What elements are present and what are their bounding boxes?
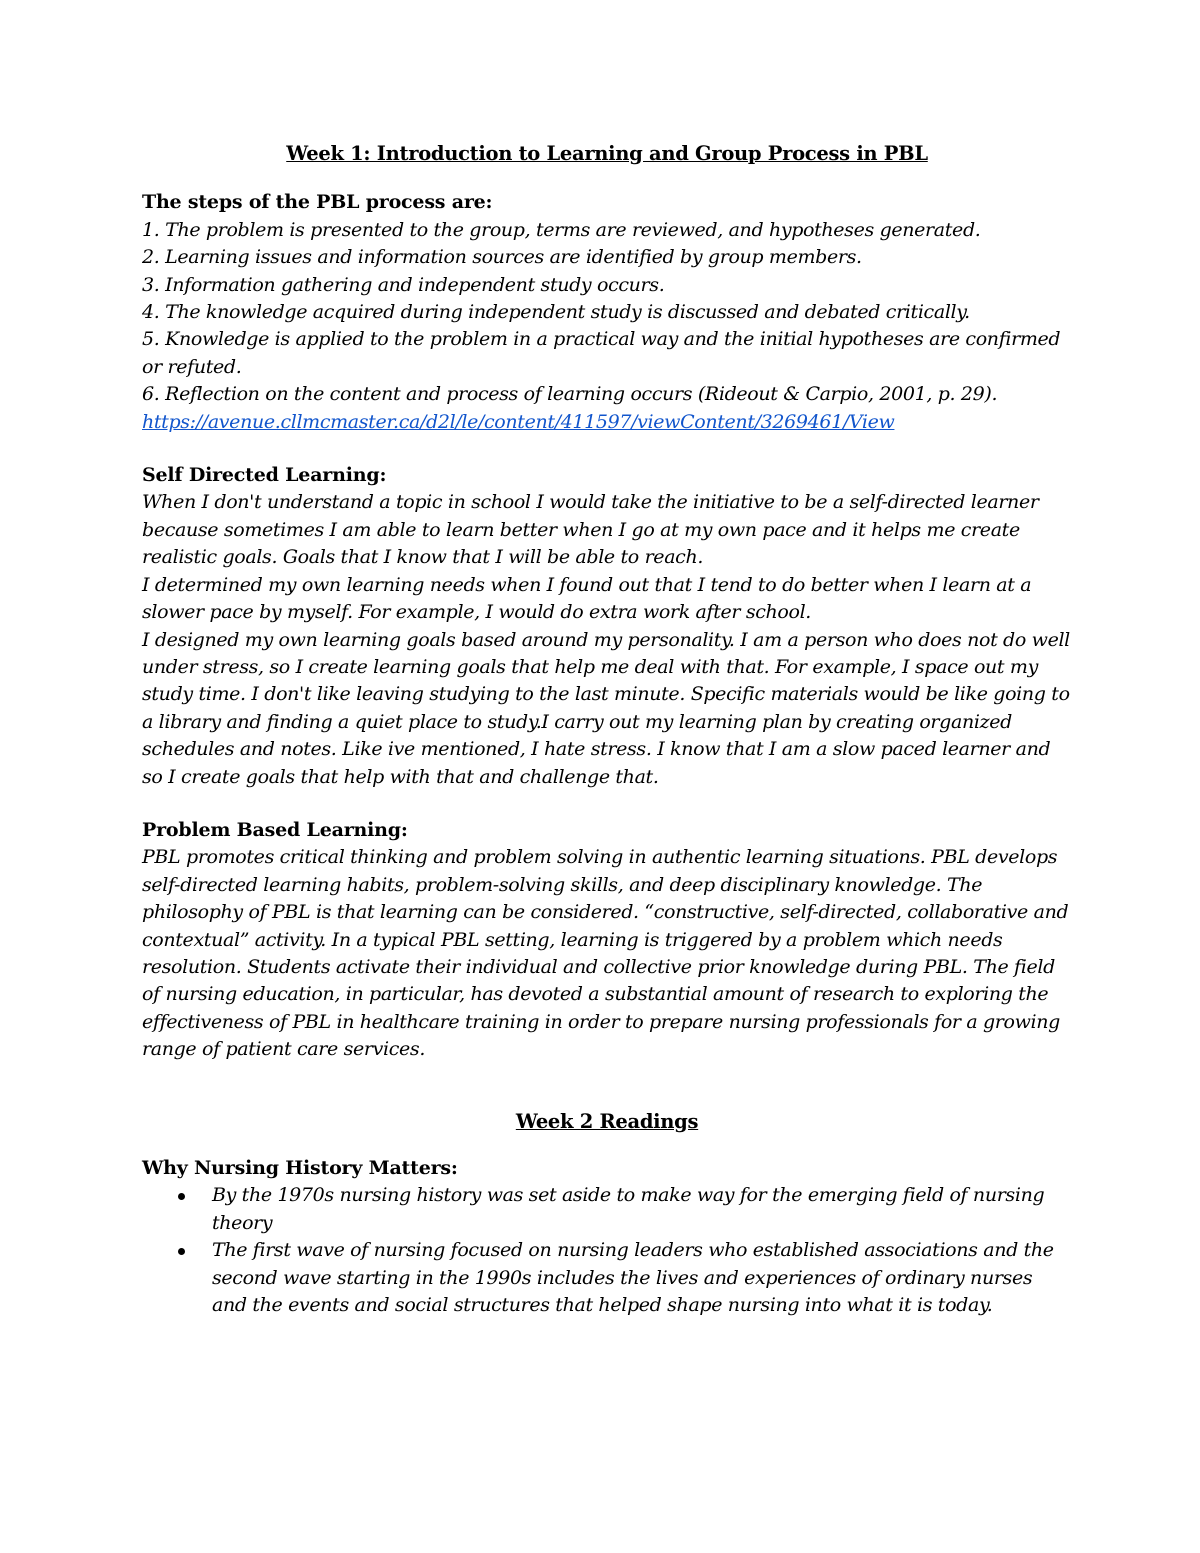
- spacer: [142, 791, 1072, 817]
- history-bullet-list: [142, 1182, 1072, 1319]
- spacer: [142, 436, 1072, 462]
- week2-title: Week 2 Readings: [515, 1109, 699, 1133]
- sdl-paragraph-2: I determined my own learning needs when I found out that I tend to do better when I learn at a slower pace by myself. For example, I would do extra work after school.: [142, 573, 1032, 624]
- steps-heading: The steps of the PBL process are:: [142, 191, 493, 214]
- sdl-paragraph-1: When I don't understand a topic in school I would take the initiative to be a self-directed learner because sometimes I am able to learn better when I go at my own pace and it helps me create realistic goals. Goals that I know that I will be able to reach.: [142, 491, 1039, 569]
- step-6: 6. Reflection on the content and process of learning occurs (Rideout & Carpio, 2001, p. 29).: [142, 383, 998, 406]
- step-5: 5. Knowledge is applied to the problem in a practical way and the initial hypotheses are confirmed or refuted.: [142, 328, 1061, 378]
- pbl-paragraph: PBL promotes critical thinking and problem solving in authentic learning situations. PBL develops self-directed learning habits, problem-solving skills, and deep disciplinary knowledge. The philosophy of PBL is that learning can be considered. “constructive, self-directed, collaborative and contextual” activity. In a typical PBL setting, learning is triggered by a problem which needs resolution. Students activate their individual and collective prior knowledge during PBL. The field of nursing education, in particular, has devoted a substantial amount of research to exploring the effectiveness of PBL in healthcare training in order to prepare nursing professionals for a growing range of patient care services.: [142, 846, 1069, 1061]
- history-heading: Why Nursing History Matters:: [142, 1157, 458, 1179]
- step-1: 1. The problem is presented to the group, terms are reviewed, and hypotheses generated.: [142, 218, 981, 241]
- week1-title: Week 1: Introduction to Learning and Group Process in PBL: [286, 142, 928, 165]
- bullet-text: The first wave of nursing focused on nursing leaders who established associations and the second wave starting in the 1990s includes the lives and experiences of ordinary nurses and the events and social structures that helped shape nursing into what it is today.: [212, 1239, 1054, 1317]
- pbl-heading: Problem Based Learning:: [142, 818, 408, 841]
- reference-link[interactable]: https://avenue.cllmcmaster.ca/d2l/le/content/411597/viewContent/3269461/View: [142, 410, 895, 433]
- sdl-heading: Self Directed Learning:: [142, 464, 387, 487]
- sdl-paragraph-3: I designed my own learning goals based around my personality. I am a person who does not do well under stress, so I create learning goals that help me deal with that. For example, I space out my study time. I don't like leaving studying to the last minute. Specific materials would be like going to a library and finding a quiet place to study.I carry out my learning plan by creating organized schedules and notes. Like ive mentioned, I hate stress. I know that I am a slow paced learner and so I create goals that help with that and challenge that.: [142, 628, 1070, 788]
- bullet-text: By the 1970s nursing history was set aside to make way for the emerging field of nursing theory: [212, 1184, 1045, 1234]
- step-3: 3. Information gathering and independent study occurs.: [142, 273, 665, 296]
- document-page: [142, 140, 1072, 1319]
- list-item: [142, 1182, 1072, 1237]
- bullet-icon: [178, 1193, 185, 1200]
- step-4: 4. The knowledge acquired during independent study is discussed and debated critically.: [142, 301, 970, 324]
- list-item: [142, 1237, 1072, 1319]
- step-2: 2. Learning issues and information sources are identified by group members.: [142, 246, 862, 269]
- bullet-icon: [178, 1248, 185, 1255]
